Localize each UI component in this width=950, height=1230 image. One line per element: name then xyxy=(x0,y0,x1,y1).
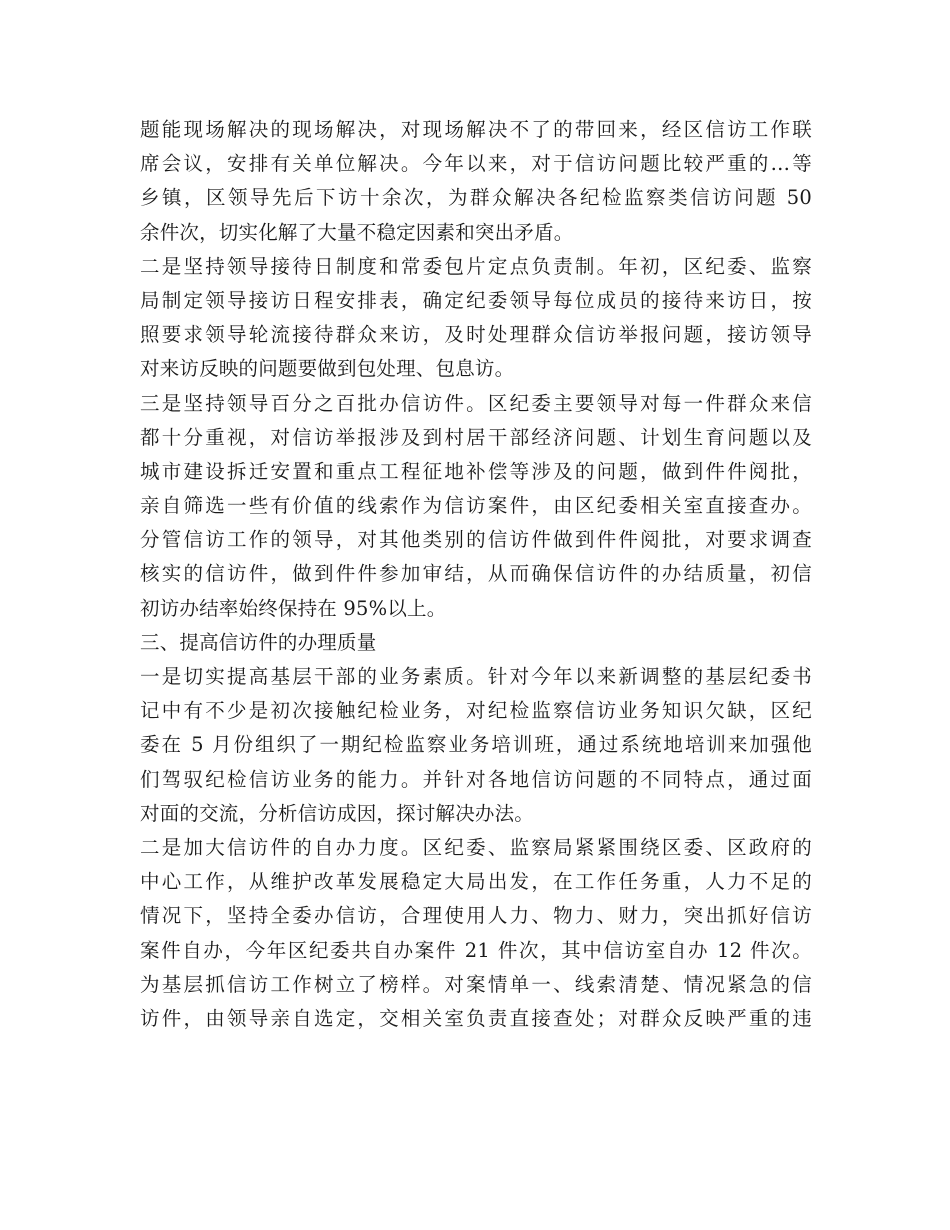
text-line: 一是切实提高基层干部的业务素质。针对今年以来新调整的基层纪委书 xyxy=(140,665,812,688)
text-line: 三是坚持领导百分之百批办信访件。区纪委主要领导对每一件群众来信 xyxy=(140,391,812,415)
text-line: 核实的信访件，做到件件参加审结，从而确保信访件的办结质量，初信 xyxy=(140,562,812,586)
text-line: 三、提高信访件的办理质量 xyxy=(140,630,377,654)
text-line: 访件，由领导亲自选定，交相关室负责直接查处；对群众反映严重的违 xyxy=(140,1006,812,1030)
text-line: 二是加大信访件的自办力度。区纪委、监察局紧紧围绕区委、区政府的 xyxy=(140,835,812,859)
text-line: 为基层抓信访工作树立了榜样。对案情单一、线索清楚、情况紧急的信 xyxy=(140,972,812,996)
document-body xyxy=(140,113,812,1036)
text-line: 案件自办，今年区纪委共自办案件 21 件次，其中信访室自办 12 件次。 xyxy=(140,938,812,962)
text-line: 情况下，坚持全委办信访，合理使用人力、物力、财力，突出抓好信访 xyxy=(140,904,812,928)
text-line: 对面的交流，分析信访成因，探讨解决办法。 xyxy=(140,801,535,825)
text-line: 题能现场解决的现场解决，对现场解决不了的带回来，经区信访工作联 xyxy=(140,118,812,141)
text-line: 中心工作，从维护改革发展稳定大局出发，在工作任务重，人力不足的 xyxy=(140,870,812,894)
text-line: 都十分重视，对信访举报涉及到村居干部经济问题、计划生育问题以及 xyxy=(140,425,812,449)
text-line: 们驾驭纪检信访业务的能力。并针对各地信访问题的不同特点，通过面 xyxy=(140,767,812,791)
text-line: 初访办结率始终保持在 95%以上。 xyxy=(140,596,447,620)
text-line: 委在 5 月份组织了一期纪检监察业务培训班，通过系统地培训来加强他 xyxy=(140,733,812,757)
text-line: 对来访反映的问题要做到包处理、包息访。 xyxy=(140,357,515,381)
text-line: 局制定领导接访日程安排表，确定纪委领导每位成员的接待来访日，按 xyxy=(140,288,812,312)
text-line: 余件次，切实化解了大量不稳定因素和突出矛盾。 xyxy=(140,220,574,244)
text-line: 分管信访工作的领导，对其他类别的信访件做到件件阅批，对要求调查 xyxy=(140,528,812,552)
text-line: 二是坚持领导接待日制度和常委包片定点负责制。年初，区纪委、监察 xyxy=(140,254,812,278)
text-line: 亲自筛选一些有价值的线索作为信访案件，由区纪委相关室直接查办。 xyxy=(140,494,812,518)
text-line: 记中有不少是初次接触纪检业务，对纪检监察信访业务知识欠缺，区纪 xyxy=(140,699,812,723)
text-line: 席会议，安排有关单位解决。今年以来，对于信访问题比较严重的…等 xyxy=(140,152,812,176)
text-line: 照要求领导轮流接待群众来访，及时处理群众信访举报问题，接访领导 xyxy=(140,323,812,347)
text-line: 乡镇，区领导先后下访十余次，为群众解决各纪检监察类信访问题 50 xyxy=(140,186,812,210)
text-line: 城市建设拆迁安置和重点工程征地补偿等涉及的问题，做到件件阅批， xyxy=(140,459,812,483)
